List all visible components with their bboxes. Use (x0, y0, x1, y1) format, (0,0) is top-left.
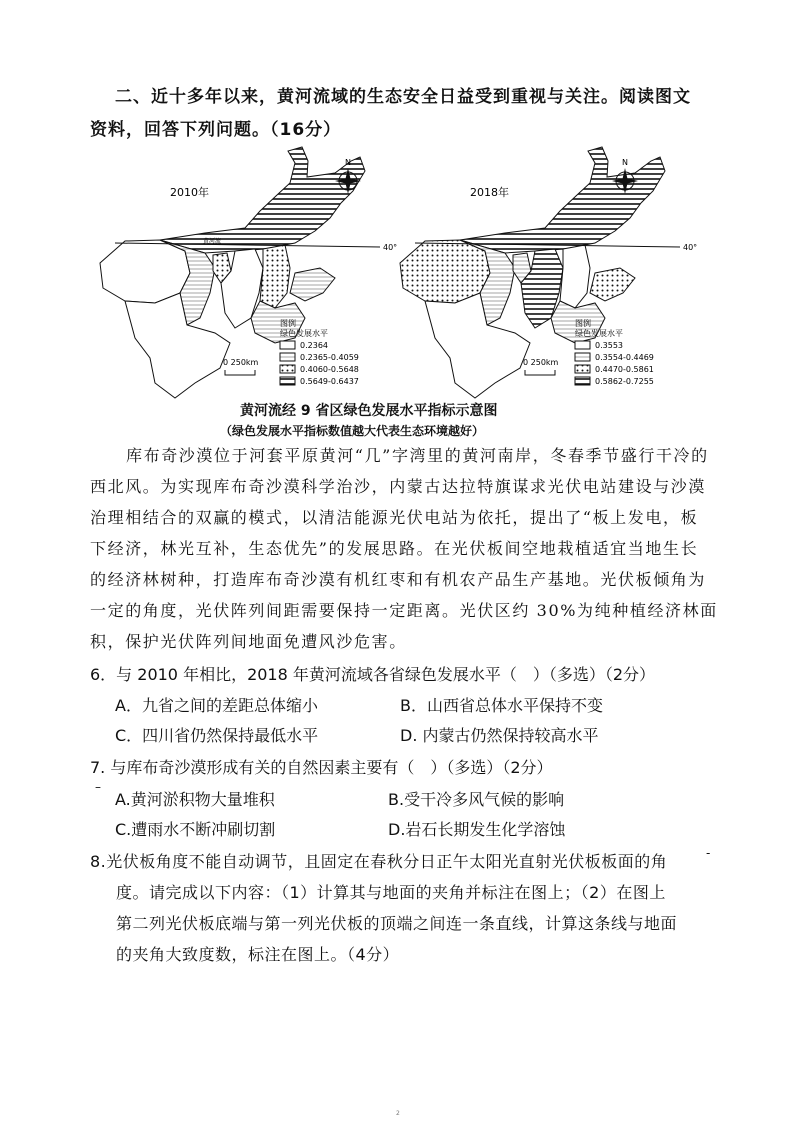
q8-line: 8.光伏板角度不能自动调节，且固定在春秋分日正午太阳光直射光伏板板面的角 (90, 852, 668, 871)
legend-swatch-2 (575, 353, 590, 361)
page-number: 2 (396, 1110, 400, 1117)
region-inner-mongolia-2018 (460, 147, 665, 253)
q6-option-d: D. 内蒙古仍然保持较高水平 (400, 726, 599, 745)
svg-text:绿色发展水平: 绿色发展水平 (280, 329, 328, 338)
q7-option-a: A.黄河淤积物大量堆积 (115, 790, 275, 809)
svg-text:图例: 图例 (575, 319, 591, 328)
svg-text:0.3554-0.4469: 0.3554-0.4469 (595, 353, 654, 362)
svg-text:0.4060-0.5648: 0.4060-0.5648 (300, 365, 359, 374)
region-shandong-2010 (290, 268, 335, 301)
q7-option-d: D.岩石长期发生化学溶蚀 (388, 820, 566, 839)
legend-2010 (280, 318, 359, 386)
region-shanxi-2010 (260, 245, 290, 308)
svg-text:0.5862-0.7255: 0.5862-0.7255 (595, 377, 654, 386)
passage-line: 库布奇沙漠位于河套平原黄河“几”字湾里的黄河南岸，冬春季节盛行干冷的 (126, 446, 709, 465)
legend-2018 (575, 318, 654, 386)
map-2010-year: 2010年 (170, 186, 209, 199)
section-title-cont: 资料，回答下列问题。（16分） (90, 120, 342, 140)
map-2010 (100, 147, 397, 398)
legend-swatch-3 (575, 365, 590, 373)
q6-option-c: C．四川省仍然保持最低水平 (115, 726, 319, 745)
legend-swatch-1 (575, 341, 590, 349)
map-2018 (400, 147, 697, 398)
svg-text:0.2365-0.4059: 0.2365-0.4059 (300, 353, 359, 362)
svg-text:绿色发展水平: 绿色发展水平 (575, 329, 623, 338)
scale-2010: 0 250km (223, 358, 259, 367)
lat-label-2010: 40° (383, 243, 398, 252)
green-development-maps (95, 143, 698, 411)
passage (90, 440, 718, 657)
map-2018-year: 2018年 (470, 186, 509, 199)
passage-line: 西北风。为实现库布奇沙漠科学治沙，内蒙古达拉特旗谋求光伏电站建设与沙漠 (90, 477, 707, 496)
scale-bar-2018 (525, 370, 555, 375)
question-6-stem: 6．与 2010 年相比，2018 年黄河流域各省绿色发展水平（ ）（多选）（2分） (90, 665, 656, 684)
question-8 (90, 846, 700, 970)
legend-swatch-4 (575, 377, 590, 385)
q6-option-b: B．山西省总体水平保持不变 (400, 696, 603, 715)
region-qinghai-2018 (400, 240, 490, 303)
region-sichuan-2010 (125, 293, 230, 398)
svg-text:0.3553: 0.3553 (595, 341, 623, 350)
q8-line: 度。请完成以下内容：（1）计算其与地面的夹角并标注在图上；（2）在图上 (116, 883, 666, 902)
q7-option-c: C.遭雨水不断冲刷切割 (115, 820, 276, 839)
svg-text:图例: 图例 (280, 319, 296, 328)
svg-text:0.4470-0.5861: 0.4470-0.5861 (595, 365, 654, 374)
svg-text:0.2364: 0.2364 (300, 341, 328, 350)
legend-swatch-1 (280, 341, 295, 349)
map-caption: 黄河流经 9 省区绿色发展水平指标示意图 (240, 403, 498, 419)
q8-line: 的夹角大致度数，标注在图上。（4分） (116, 945, 400, 964)
section-title: 二、近十多年以来，黄河流域的生态安全日益受到重视与关注。阅读图文 (115, 87, 691, 107)
svg-text:N: N (622, 158, 628, 167)
scale-bar-2010 (225, 370, 255, 375)
stray-mark: – (95, 780, 101, 794)
region-qinghai-2010 (100, 240, 190, 303)
svg-text:0.5649-0.6437: 0.5649-0.6437 (300, 377, 359, 386)
q8-line: 第二列光伏板底端与第一列光伏板的顶端之间连一条直线，计算这条线与地面 (116, 914, 678, 933)
passage-line: 治理相结合的双赢的模式，以清洁能源光伏电站为依托，提出了“板上发电，板 (90, 508, 699, 527)
q6-option-a: A．九省之间的差距总体缩小 (115, 696, 318, 715)
svg-text:N: N (345, 158, 351, 167)
passage-line: 积，保护光伏阵列间地面免遭风沙危害。 (90, 632, 407, 651)
lat-label-2018: 40° (683, 243, 698, 252)
passage-line: 的经济林树种，打造库布奇沙漠有机红枣和有机农产品生产基地。光伏板倾角为 (90, 570, 707, 589)
stray-mark: - (706, 846, 711, 860)
region-shandong-2018 (590, 268, 635, 301)
river-label-2010: 黄河流 (203, 238, 222, 245)
region-sichuan-2018 (425, 293, 530, 398)
passage-line: 一定的角度，光伏阵列间距需要保持一定距离。光伏区约 30%为纯种植经济林面 (90, 601, 718, 620)
map-note: （绿色发展水平指标数值越大代表生态环境越好） (220, 424, 485, 438)
legend-swatch-2 (280, 353, 295, 361)
legend-swatch-4 (280, 377, 295, 385)
scale-2018: 0 250km (523, 358, 559, 367)
region-shanxi-2018 (560, 245, 590, 308)
question-7-stem: 7. 与库布奇沙漠形成有关的自然因素主要有（ ）（多选）（2分） (90, 758, 553, 777)
legend-swatch-3 (280, 365, 295, 373)
region-inner-mongolia-2010 (160, 147, 365, 253)
q7-option-b: B.受干冷多风气候的影响 (388, 790, 565, 809)
passage-line: 下经济，林光互补，生态优先”的发展思路。在光伏板间空地栽植适宜当地生长 (90, 539, 699, 558)
